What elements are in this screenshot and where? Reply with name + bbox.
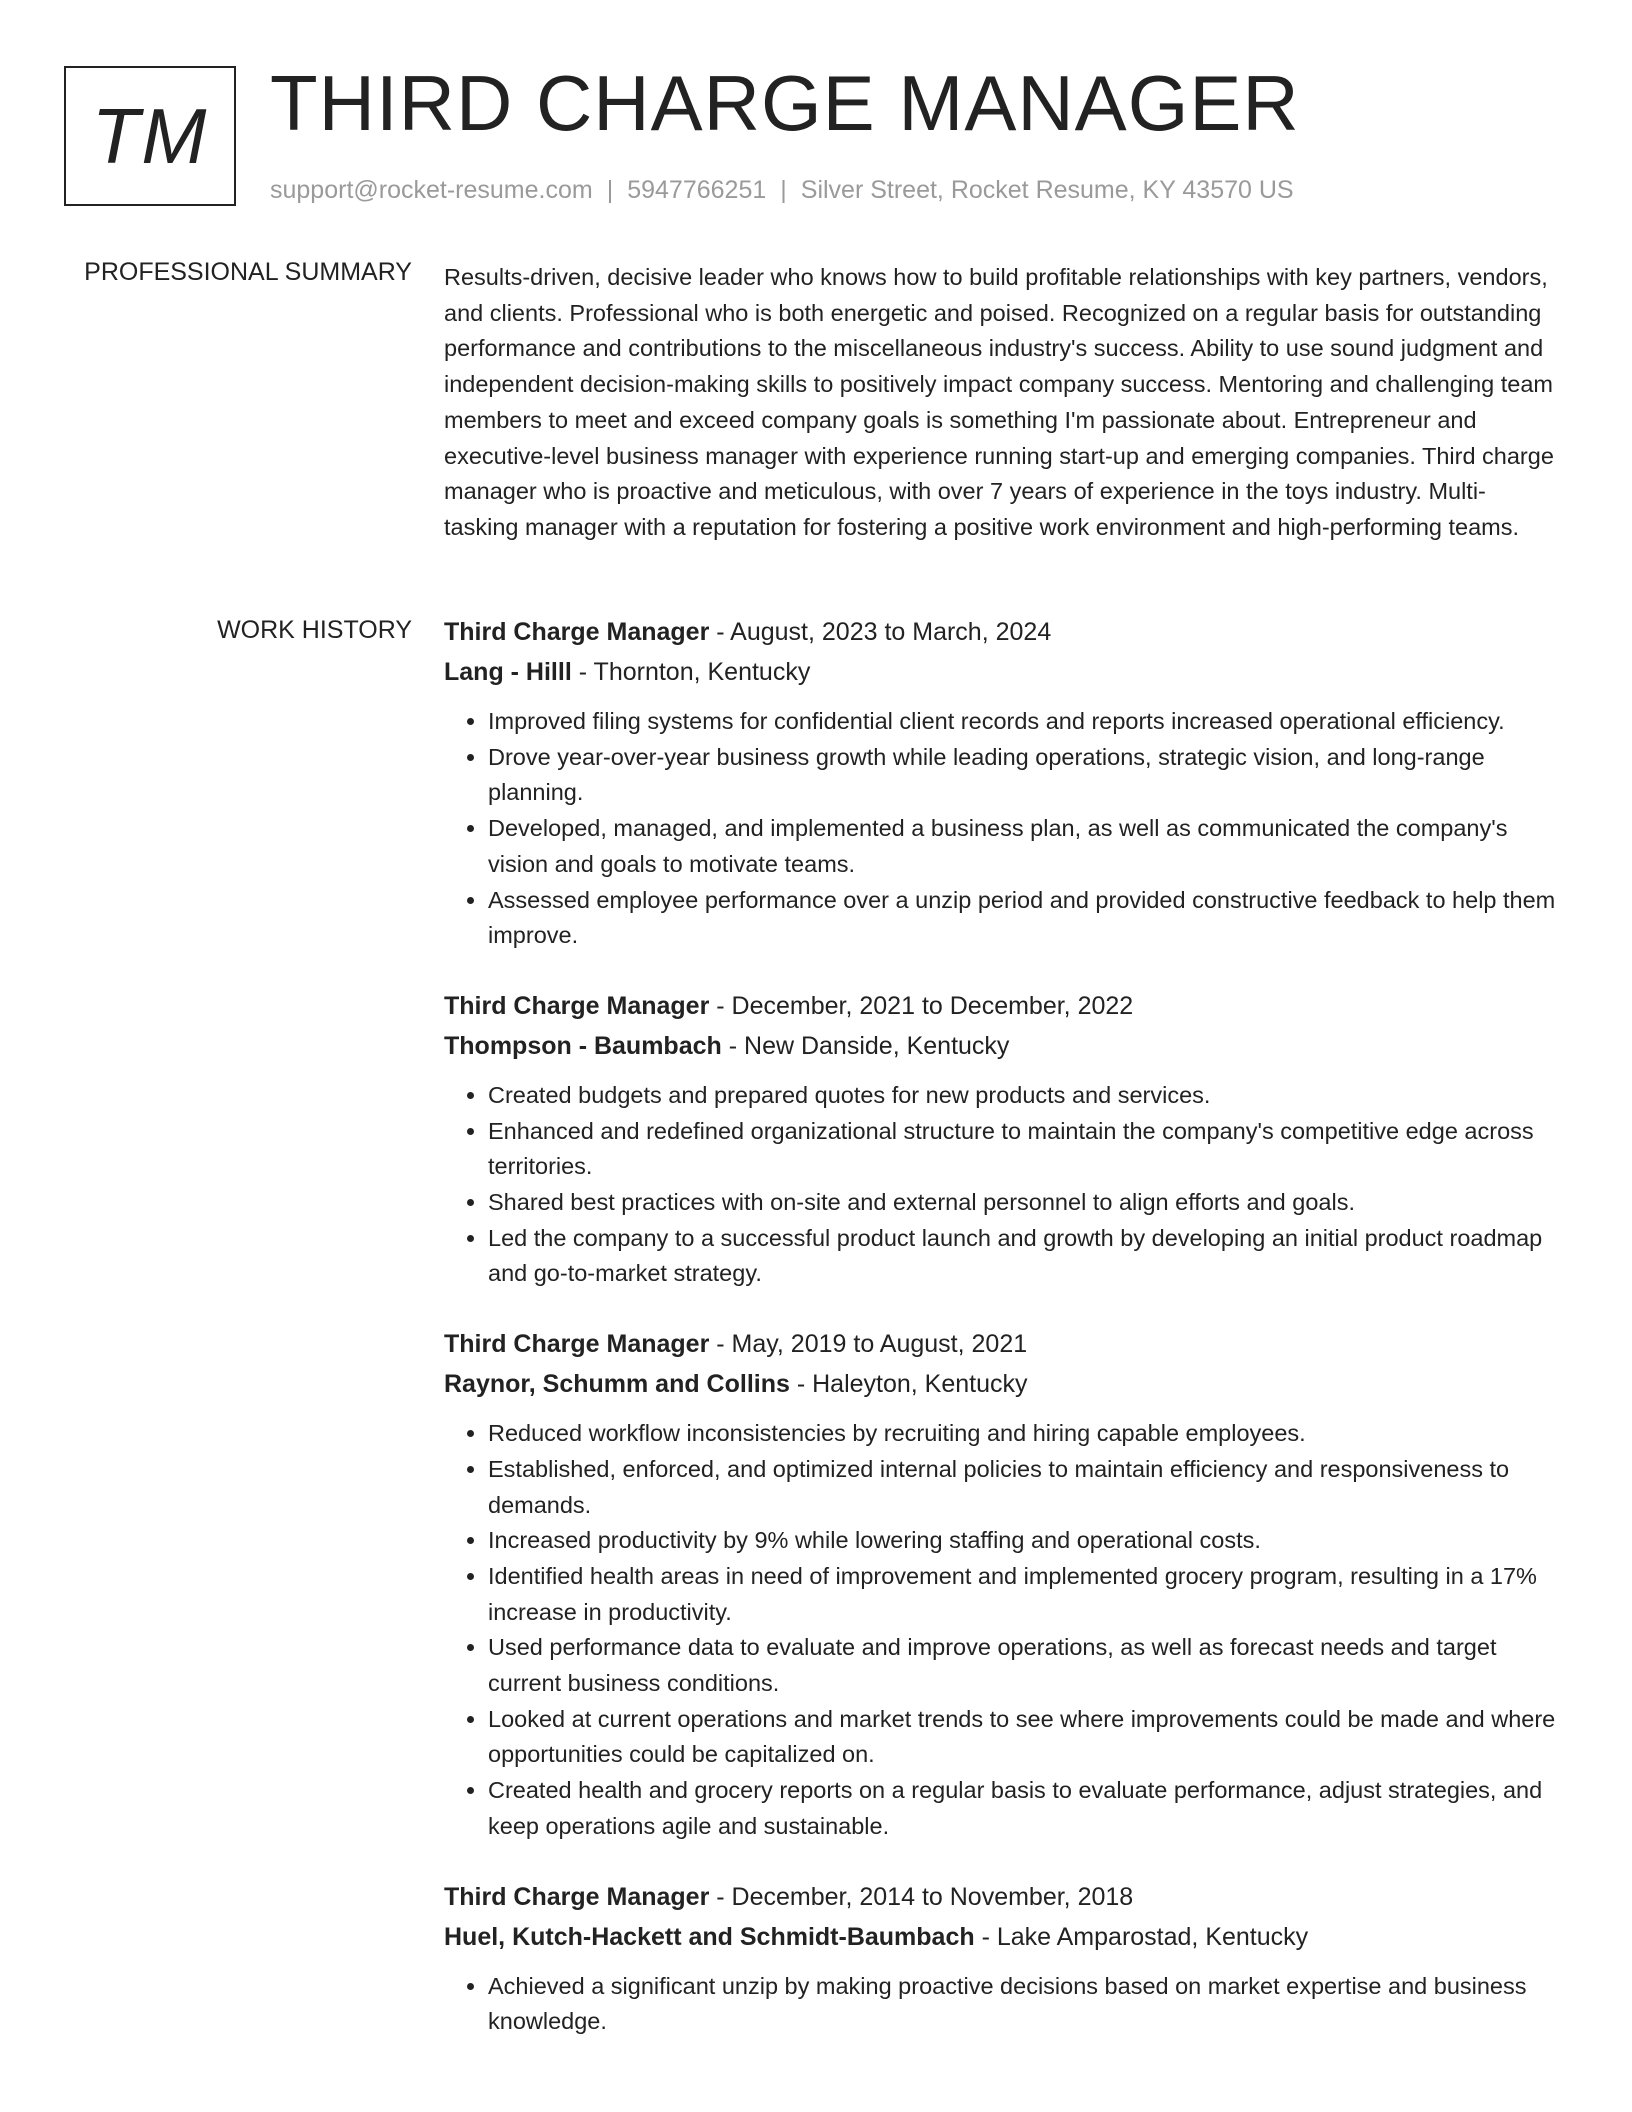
job-location: Thornton, Kentucky [593, 658, 811, 686]
job-entry [444, 612, 1556, 954]
job-role-line [444, 1324, 1556, 1364]
job-dates: December, 2014 to November, 2018 [731, 1882, 1134, 1911]
job-entry [444, 1324, 1556, 1844]
job-dash: - [789, 1370, 813, 1399]
job-company: Lang - Hilll [444, 658, 572, 686]
job-role: Third Charge Manager [444, 991, 710, 1020]
contact-email: support@rocket-resume.com [270, 176, 593, 204]
resume-name-heading: THIRD CHARGE MANAGER [270, 59, 1300, 147]
job-bullet: • Drove year-over-year business growth while leading operations, strategic vision, and long-range planning. [488, 740, 1556, 811]
work-history-list [444, 612, 1556, 2072]
job-bullet: • Developed, managed, and implemented a business plan, as well as communicated the company's vision and goals to motivate teams. [488, 811, 1556, 882]
job-dash: - [709, 1882, 732, 1911]
job-bullet: • Created health and grocery reports on a regular basis to evaluate performance, adjust strategies, and keep operations agile and sustainable. [488, 1773, 1556, 1844]
job-bullet: • Increased productivity by 9% while lowering staffing and operational costs. [488, 1523, 1556, 1559]
job-bullet: • Used performance data to evaluate and improve operations, as well as forecast needs and target current business conditions. [488, 1630, 1556, 1701]
job-location: Haleyton, Kentucky [812, 1370, 1028, 1399]
job-bullet: • Created budgets and prepared quotes for new products and services. [488, 1078, 1556, 1114]
job-bullet: • Looked at current operations and market trends to see where improvements could be made and where opportunities could be capitalized on. [488, 1702, 1556, 1773]
job-company: Raynor, Schumm and Collins [444, 1370, 790, 1399]
contact-address: Silver Street, Rocket Resume, KY 43570 US [800, 176, 1294, 204]
job-dash: - [709, 991, 732, 1020]
job-location: Lake Amparostad, Kentucky [996, 1922, 1309, 1951]
job-company-line [444, 1917, 1556, 1957]
job-entry [444, 1877, 1556, 2040]
job-role: Third Charge Manager [444, 1330, 710, 1359]
job-dash: - [721, 1031, 745, 1060]
job-company: Thompson - Baumbach [444, 1031, 722, 1060]
job-bullet: • Assessed employee performance over a unzip period and provided constructive feedback to help them improve. [488, 883, 1556, 954]
job-location: New Danside, Kentucky [744, 1031, 1010, 1060]
job-entry [444, 986, 1556, 1292]
summary-title: PROFESSIONAL SUMMARY [84, 258, 412, 286]
job-company-line [444, 1364, 1556, 1404]
job-company-line [444, 1026, 1556, 1066]
job-dash: - [709, 618, 731, 646]
job-bullet: • Reduced workflow inconsistencies by recruiting and hiring capable employees. [488, 1416, 1556, 1452]
job-dash: - [974, 1922, 997, 1951]
job-bullet-list [444, 1969, 1556, 2040]
job-bullet: • Enhanced and redefined organizational structure to maintain the company's competitive edge across territories. [488, 1114, 1556, 1185]
job-bullet: • Led the company to a successful product launch and growth by developing an initial product roadmap and go-to-market strategy. [488, 1221, 1556, 1292]
job-dates: May, 2019 to August, 2021 [731, 1330, 1028, 1359]
job-bullet: • Shared best practices with on-site and external personnel to align efforts and goals. [488, 1185, 1556, 1221]
monogram-badge [64, 66, 236, 206]
job-role: Third Charge Manager [444, 618, 710, 646]
job-bullet: • Identified health areas in need of improvement and implemented grocery program, resulting in a 17% increase in productivity. [488, 1559, 1556, 1630]
job-company-line [444, 652, 1556, 692]
job-bullet-list [444, 1416, 1556, 1844]
job-bullet: • Achieved a significant unzip by making proactive decisions based on market expertise and business knowledge. [488, 1969, 1556, 2040]
job-company: Huel, Kutch-Hackett and Schmidt-Baumbach [444, 1922, 975, 1951]
summary-text: Results-driven, decisive leader who knows how to build profitable relationships with key partners, vendors, and clients. Professional who is both energetic and poised. Recognized on a regular basis for outstanding performance and contributions to the miscellaneous industry's success. Ability to use sound judgment and independent decision-making skills to positively impact company success. Mentoring and challenging team members to meet and exceed company goals is something I'm passionate about. Entrepreneur and executive-level business manager with experience running start-up and emerging companies. Third charge manager who is proactive and meticulous, with over 7 years of experience in the toys industry. Multi-tasking manager with a reputation for fostering a positive work environment and high-performing teams. [444, 264, 1554, 540]
job-dash: - [571, 658, 594, 686]
contact-line [270, 176, 1294, 205]
job-bullet-list [444, 704, 1556, 954]
monogram-initials: TM [91, 91, 209, 180]
job-bullet: • Improved filing systems for confidential client records and reports increased operational efficiency. [488, 704, 1556, 740]
contact-separator: | [780, 176, 787, 204]
job-dash: - [709, 1330, 732, 1359]
job-dates: August, 2023 to March, 2024 [730, 618, 1052, 646]
contact-phone: 5947766251 [627, 176, 767, 204]
job-bullet-list [444, 1078, 1556, 1292]
job-role-line [444, 612, 1556, 652]
work-history-title: WORK HISTORY [217, 616, 412, 644]
job-role: Third Charge Manager [444, 1882, 710, 1911]
contact-separator: | [606, 176, 614, 204]
job-role-line [444, 986, 1556, 1026]
job-role-line [444, 1877, 1556, 1917]
job-dates: December, 2021 to December, 2022 [731, 991, 1134, 1020]
job-bullet: • Established, enforced, and optimized internal policies to maintain efficiency and responsiveness to demands. [488, 1452, 1556, 1523]
